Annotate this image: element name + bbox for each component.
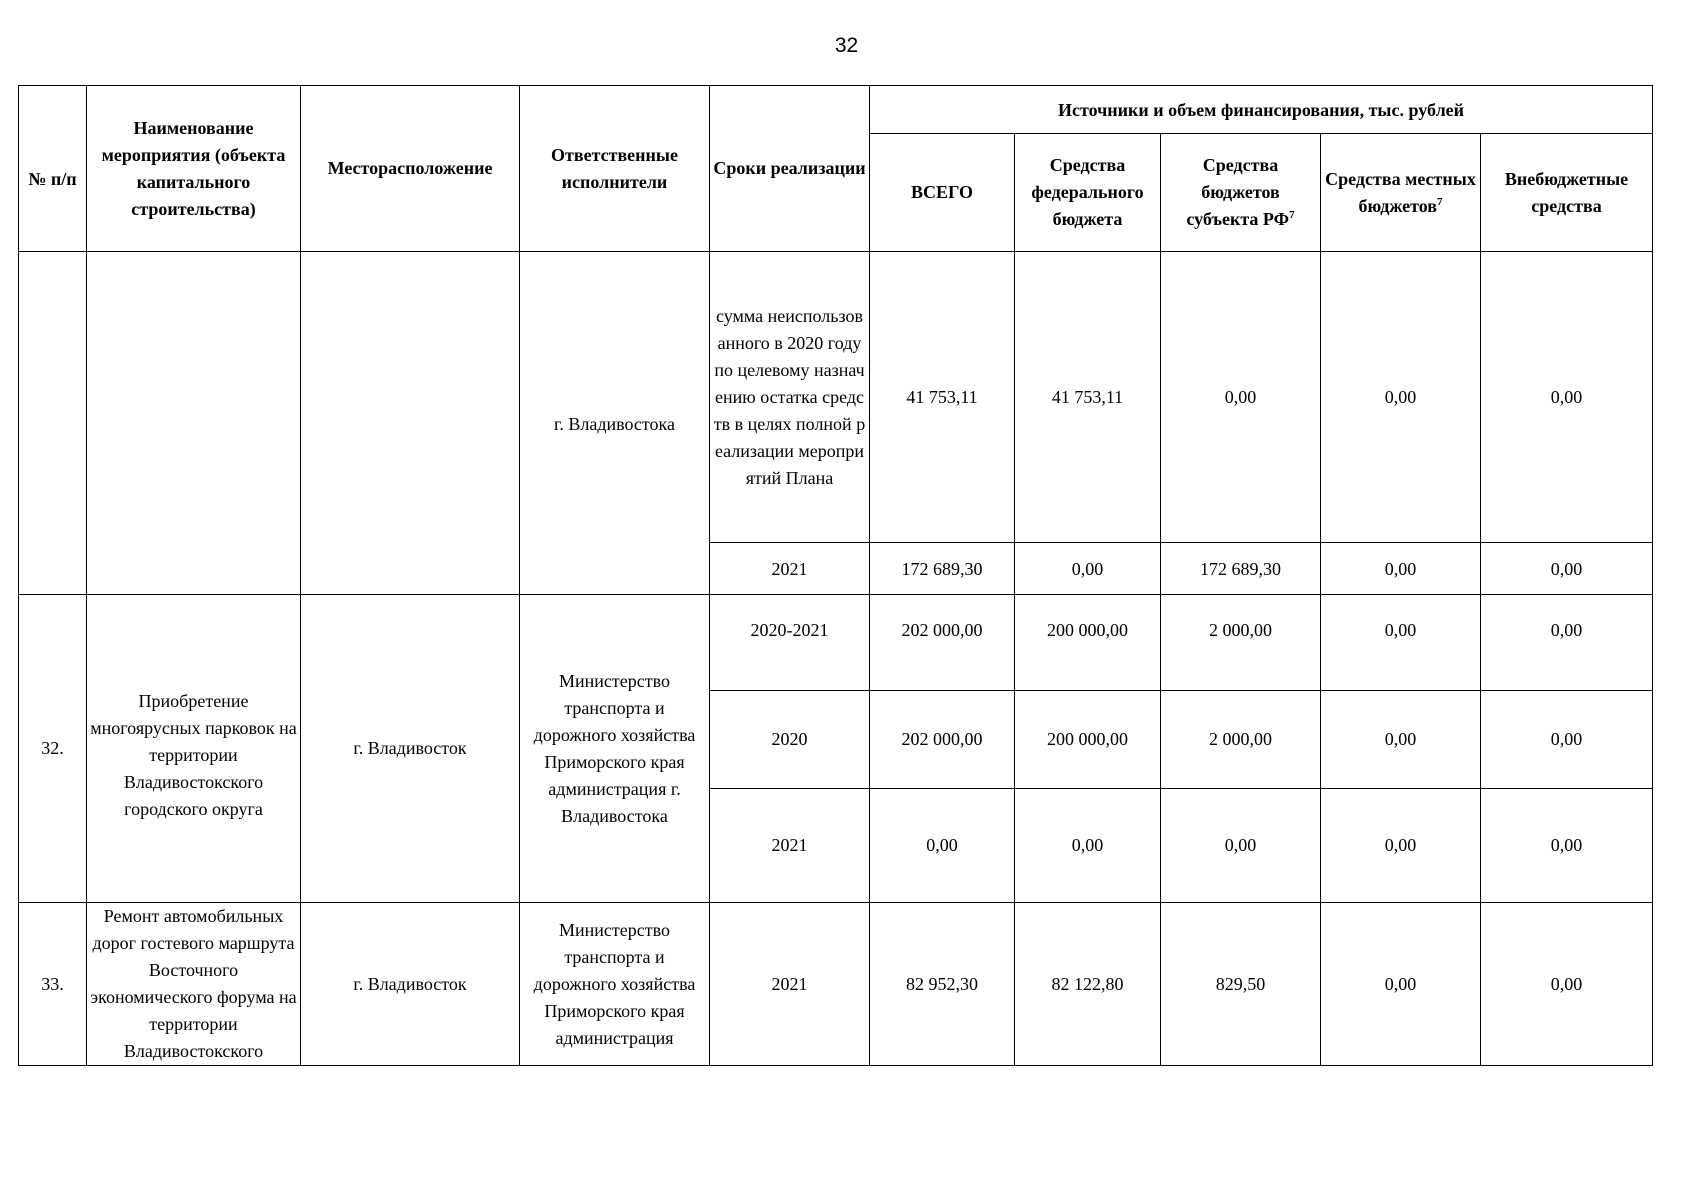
item33-federal: 82 122,80 [1015,903,1161,1066]
header-responsible: Ответственные исполнители [520,86,710,252]
cont-location [301,252,520,595]
header-extra: Внебюджетные средства [1481,134,1653,252]
table-row [19,903,1653,1066]
item32-r2-extra: 0,00 [1481,691,1653,789]
item33-location: г. Владивосток [301,903,520,1066]
item32-responsible: Министерство транспорта и дорожного хозяйства Приморского края администрация г. Владивостока [520,595,710,903]
item32-r2-subject: 2 000,00 [1161,691,1321,789]
cont-period-2021: 2021 [710,543,870,595]
table-row [19,252,1653,543]
item33-subject: 829,50 [1161,903,1321,1066]
header-subject [1161,134,1321,252]
item32-r3-extra: 0,00 [1481,789,1653,903]
item32-period-2: 2020 [710,691,870,789]
header-local-footnote: 7 [1437,195,1443,208]
item32-r1-federal: 200 000,00 [1015,595,1161,691]
item32-r2-federal: 200 000,00 [1015,691,1161,789]
item33-extra: 0,00 [1481,903,1653,1066]
item32-r3-total: 0,00 [870,789,1015,903]
item33-name: Ремонт автомобильных дорог гостевого маршрута Восточного экономического форума на территории Владивостокского [87,903,301,1066]
item32-r2-local: 0,00 [1321,691,1481,789]
cont-2021-subject: 172 689,30 [1161,543,1321,595]
cont-responsible: г. Владивостока [520,252,710,595]
cont-period-note: сумма неиспользованного в 2020 году по целевому назначению остатка средств в целях полной реализации мероприятий Плана [710,252,870,543]
page-number: 32 [834,34,859,57]
header-local [1321,134,1481,252]
cont-subject: 0,00 [1161,252,1321,543]
item32-period-3: 2021 [710,789,870,903]
header-total: ВСЕГО [870,134,1015,252]
header-num: № п/п [19,86,87,252]
item32-name: Приобретение многоярусных парковок на территории Владивостокского городского округа [87,595,301,903]
cont-2021-federal: 0,00 [1015,543,1161,595]
item32-r1-subject: 2 000,00 [1161,595,1321,691]
header-location: Месторасположение [301,86,520,252]
item32-r3-federal: 0,00 [1015,789,1161,903]
item33-total: 82 952,30 [870,903,1015,1066]
financing-table [18,85,1653,1066]
item33-period: 2021 [710,903,870,1066]
item33-responsible: Министерство транспорта и дорожного хозяйства Приморского края администрация [520,903,710,1066]
cont-local: 0,00 [1321,252,1481,543]
header-subject-footnote: 7 [1289,209,1295,221]
item32-period-1: 2020-2021 [710,595,870,691]
item32-num: 32. [19,595,87,903]
cont-federal: 41 753,11 [1015,252,1161,543]
item32-r1-local: 0,00 [1321,595,1481,691]
header-sources: Источники и объем финансирования, тыс. рублей [870,86,1653,134]
item32-location: г. Владивосток [301,595,520,903]
cont-extra: 0,00 [1481,252,1653,543]
header-subject-label: Средства бюджетов субъекта РФ [1186,155,1290,229]
item33-num: 33. [19,903,87,1066]
header-name: Наименование мероприятия (объекта капитального строительства) [87,86,301,252]
item32-r3-subject: 0,00 [1161,789,1321,903]
item32-r2-total: 202 000,00 [870,691,1015,789]
table-row [19,595,1653,691]
item32-r3-local: 0,00 [1321,789,1481,903]
header-local-label: Средства местных бюджетов [1325,168,1476,216]
cont-num [19,252,87,595]
cont-total: 41 753,11 [870,252,1015,543]
item33-local: 0,00 [1321,903,1481,1066]
header-period: Сроки реализации [710,86,870,252]
header-federal: Средства федерального бюджета [1015,134,1161,252]
item32-r1-extra: 0,00 [1481,595,1653,691]
item32-r1-total: 202 000,00 [870,595,1015,691]
cont-name [87,252,301,595]
cont-2021-local: 0,00 [1321,543,1481,595]
cont-2021-total: 172 689,30 [870,543,1015,595]
cont-2021-extra: 0,00 [1481,543,1653,595]
